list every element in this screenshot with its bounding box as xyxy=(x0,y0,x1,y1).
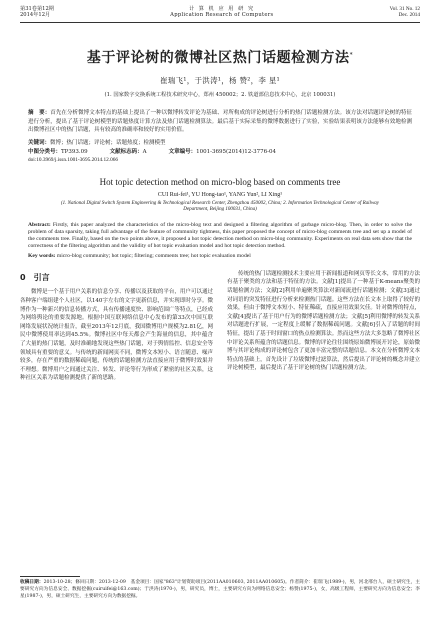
en-keywords xyxy=(28,253,412,260)
section-heading: 0 引言 xyxy=(20,272,50,282)
classification-row xyxy=(28,148,412,156)
article-value: 1001-3695(2014)12-3776-04 xyxy=(196,148,277,155)
right-column: 传统的热门话题检测技术主要应用于新闻报道和网页等长文本，常用的方法有基于聚类的方法和基于特征的方法。文献[1]提出了一种基于K-means聚类的话题检测方法；文献[2]利用单遍聚类算法对新闻流进行话题检测；文献[3]通过对词语的突发特征进行分析来检测热门话题。这些方法在长文本上取得了较好的效果，但由于微博文本短小、特征稀疏，直接应用效果欠佳。针对微博的特点，文献[4]提出了基于用户行为的微博话题检测方法；文献[5]利用微博的转发关系对话题进行扩展，一定程度上缓解了数据稀疏问题。文献[6]引入了话题的时间特征，提出了基于时间窗口的热点检测算法。然而这些方法大多忽略了微博社区中评论关系所蕴含的话题信息。微博的评论往往围绕原始微博展开讨论，原始微博与其评论构成的评论树包含了更加丰富完整的话题信息。本文在分析微博文本特点的基础上，首先设计了垃圾微博过滤算法，然后提出了评论树的概念并建立评论树模型，最后提出了基于评论树的热门话题检测方法。 xyxy=(227,270,420,372)
header-right xyxy=(390,6,420,19)
cn-abstract-text: 首先在分析微博文本特点的基础上提出了一种以微博转发评论为基础、对所构成的评论树进行分析的热门话题检测方法。该方法对话题评论树的特征进行分析，提出了基于评论树模型的话题热度计算方法及热门话题检测算法。最后基于实际采集的微博数据进行了实验，实验结果表明该方法能够有效地检测出微博社区中的热门话题，具有较高的准确率和较好的实用价值。 xyxy=(28,109,412,134)
article-label: 文章编号： xyxy=(168,148,197,155)
cn-keywords xyxy=(28,139,412,147)
en-abstract-label: Abstract: xyxy=(28,221,51,228)
article-number xyxy=(169,148,276,156)
left-column-text: 微博是一个基于用户关系的信息分享、传播以及获取的平台，用户可以通过各种客户端组建个人社区，以140字左右的文字更新信息，并实现即时分享。微博作为一种新兴的信息传播方式，具有传播速度快、影响范围广等特点，已经成为网络舆论的重要发源地。根据中国互联网络信息中心发布的第33次中国互联网络发展状况统计报告，截至2013年12月底，我国微博用户规模为2.81亿，网民中微博使用率达到45.5%。微博社区中每天都会产生海量的信息，其中蕴含了大量的热门话题，及时准确地发现这些热门话题，对于舆情监控、信息安全等领域具有重要的意义。与传统的新闻网页不同，微博文本短小、语言随意、噪声较多，存在严重的数据稀疏问题，传统的话题检测方法直接应用于微博时效果并不理想。微博用户之间通过关注、转发、评论等行为形成了紧密的社区关系，这种社区关系为话题检测提供了新的思路。 xyxy=(20,289,213,382)
title-footnote-mark: * xyxy=(349,51,354,59)
doc-label: 文献标志码： xyxy=(109,148,143,155)
header-center xyxy=(170,6,273,19)
header-left xyxy=(20,6,54,19)
en-affiliation: (1. National Digital Switch System Engineering & Technological Research Center, Zhengzhou 450002, China; 2. Information Technological Center of Railway Department, Beijing 100031, China) xyxy=(60,200,380,213)
doc-value: A xyxy=(142,148,147,155)
header-journal-cn: 计 算 机 应 用 研 究 xyxy=(188,6,255,12)
running-header xyxy=(20,6,420,19)
en-abstract xyxy=(28,222,412,251)
header-volume-cn: 第31卷第12期 xyxy=(20,6,54,12)
cn-abstract-label: 摘 要： xyxy=(28,109,51,116)
footnote-text: 2013-10-28；修回日期：2013-12-09 基金项目：国家"863"计划资助项目(2011AA010603, 2011AA010605)。作者简介：崔瑞飞(1989-)，男，河北邢台人，硕士研究生，主要研究方向为信息安全、数据挖掘(cuiruifei@163.com)；于洪涛(1970-)，男，研究员，博士，主要研究方向为网络信息安全；杨赞(1975-)，女，高级工程师，主要研究方向为信息安全；李星(1987-)，男，硕士研究生，主要研究方向为数据挖掘。 xyxy=(20,580,420,599)
en-authors: CUI Rui-fei¹, YU Hong-tao¹, YANG Yun², LI Xing¹ xyxy=(157,191,283,198)
cn-abstract xyxy=(28,109,412,135)
footnote-rule xyxy=(20,576,80,577)
cls-value: TP393.09 xyxy=(61,148,88,155)
cls-label: 中图分类号： xyxy=(28,148,62,155)
cls-number xyxy=(28,148,88,156)
paper-title-text: 基于评论树的微博社区热门话题检测方法 xyxy=(86,49,350,66)
cn-keywords-label: 关键词： xyxy=(28,139,51,146)
en-title: Hot topic detection method on micro-blog based on comments tree xyxy=(99,176,341,187)
doi: doi:10.3969/j.issn.1001-3695.2014.12.066 xyxy=(28,156,119,163)
en-keywords-text: micro-blog community; hot topic; filtering; comments tree; hot topic evaluation model xyxy=(56,252,251,259)
cn-keywords-text: 微博；热门话题；评论树；话题热度；检测模型 xyxy=(50,139,166,146)
paper-title xyxy=(20,47,420,67)
header-date-en: Dec. 2014 xyxy=(398,12,420,19)
left-column xyxy=(20,270,213,383)
body-columns xyxy=(20,270,420,383)
header-journal-en: Application Research of Computers xyxy=(170,12,274,19)
header-rule xyxy=(20,22,420,23)
affiliation: (1. 国家数字交换系统工程技术研究中心，郑州 450002；2. 铁道部信息技术中心，北京 100031) xyxy=(104,91,336,98)
en-abstract-text: Firstly, this paper analyzed the characteristics of the micro-blog text and designed a filtering algorithm of garbage micro-blog. Then, in order to solve the problem of data sparsity, taking full advantage of the feature of community tightness, this paper proposed the concept of micro-blog comments tree and set up a model of the comments tree. Finally, based on the two points above, it proposed a hot topic detection method on micro-blog community. Experiments on real data sets show that the correctness of the filtering algorithm and the validity of hot topic evaluation model and hot topic detection method. xyxy=(28,221,412,250)
header-date-cn: 2014年12月 xyxy=(20,12,51,19)
author-list: 崔瑞飞¹，于洪涛¹，杨 赞²，李 星¹ xyxy=(160,75,280,85)
header-volume-en: Vol. 31 No. 12 xyxy=(389,6,420,12)
footnote xyxy=(20,580,420,600)
en-keywords-label: Key words: xyxy=(28,252,56,259)
doc-code xyxy=(110,148,147,156)
footnote-label: 收稿日期： xyxy=(20,580,44,585)
